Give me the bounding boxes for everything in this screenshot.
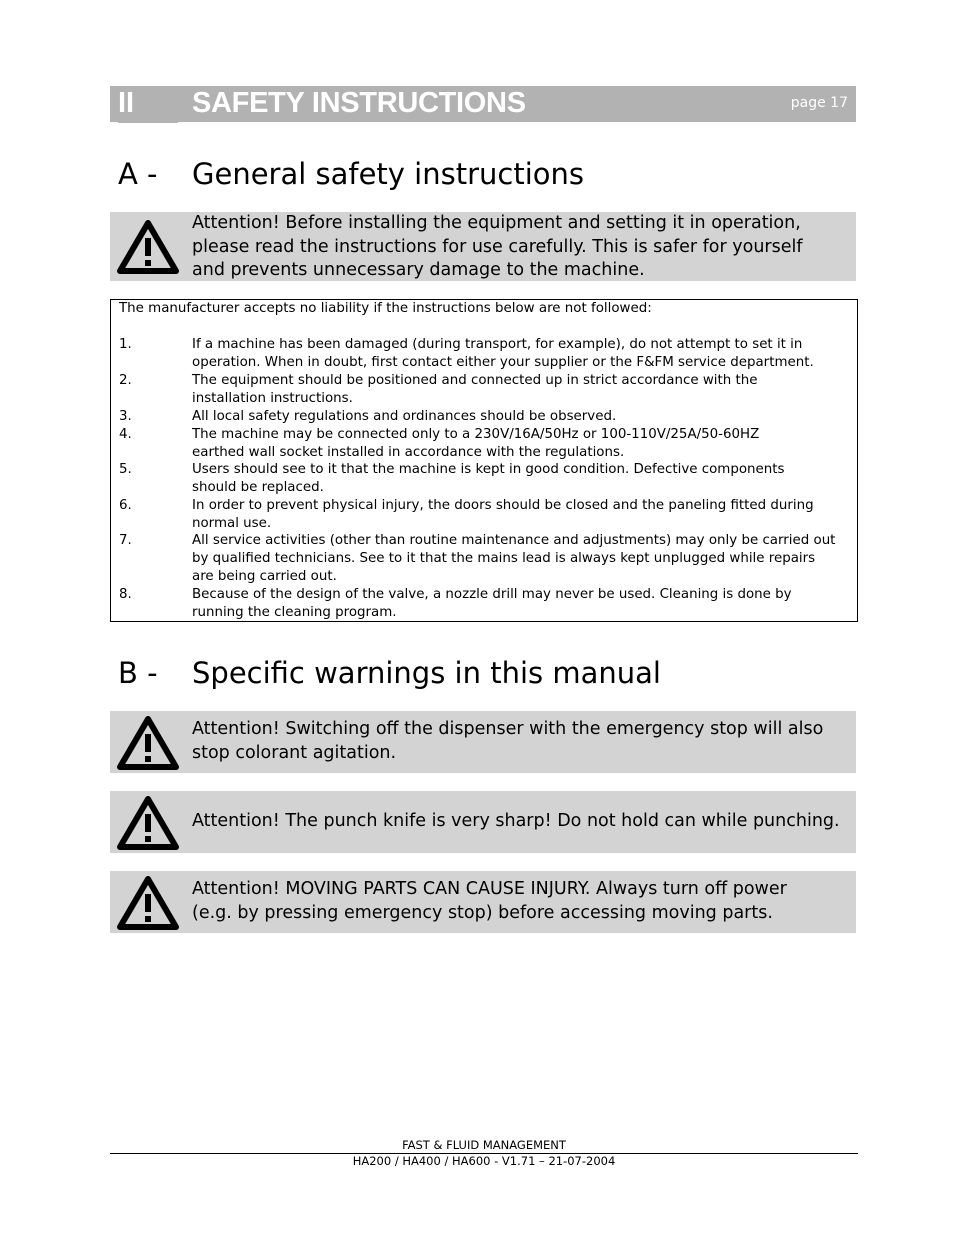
item-number: 6. [119, 498, 132, 513]
item-number: 1. [119, 337, 132, 352]
item-line: The equipment should be positioned and connected up in strict accordance with the [192, 373, 758, 388]
item-number: 5. [119, 462, 132, 477]
section-a-letter: A - [118, 157, 158, 191]
page-number: page 17 [790, 95, 848, 111]
item-number: 2. [119, 373, 132, 388]
item-line: In order to prevent physical injury, the doors should be closed and the paneling fitted during [192, 498, 814, 513]
attention-line: please read the instructions for use carefully. This is safer for yourself [192, 236, 803, 257]
chapter-underline-gap [178, 122, 750, 123]
item-line: by qualified technicians. See to it that the mains lead is always kept unplugged while repairs [192, 551, 816, 566]
warning-triangle-icon [117, 796, 179, 850]
chapter-header [110, 86, 856, 122]
section-b-letter: B - [118, 656, 158, 690]
item-line: The machine may be connected only to a 230V/16A/50Hz or 100-110V/25A/50-60HZ [192, 427, 760, 442]
item-line: operation. When in doubt, first contact either your supplier or the F&FM service department. [192, 355, 814, 370]
item-number: 4. [119, 427, 132, 442]
warning-triangle-icon [117, 876, 179, 930]
attention-line: Attention! Before installing the equipment and setting it in operation, [192, 213, 801, 233]
attention-line: (e.g. by pressing emergency stop) before accessing moving parts. [192, 902, 773, 923]
footer-model-version: HA200 / HA400 / HA600 - V1.71 – 21-07-2004 [352, 1154, 616, 1168]
item-line: installation instructions. [192, 391, 353, 406]
item-line: All service activities (other than routine maintenance and adjustments) may only be carried out [192, 533, 836, 548]
liability-notice [110, 299, 858, 622]
item-line: Users should see to it that the machine is kept in good condition. Defective components [192, 462, 785, 477]
attention-box-punch-knife [110, 791, 856, 853]
liability-intro: The manufacturer accepts no liability if the instructions below are not followed: [119, 301, 652, 316]
item-line: Because of the design of the valve, a nozzle drill may never be used. Cleaning is done by [192, 587, 792, 602]
attention-box-general [110, 212, 856, 281]
item-number: 7. [119, 533, 132, 548]
item-line: earthed wall socket installed in accordance with the regulations. [192, 445, 625, 460]
attention-line: and prevents unnecessary damage to the machine. [192, 260, 645, 280]
chapter-underline-left [118, 122, 178, 123]
attention-text-moving-parts [192, 878, 848, 925]
item-line: should be replaced. [192, 480, 324, 495]
chapter-title: SAFETY INSTRUCTIONS [192, 87, 526, 119]
attention-line: Attention! MOVING PARTS CAN CAUSE INJURY. Always turn off power [192, 879, 787, 899]
section-a-title: General safety instructions [192, 157, 585, 191]
chapter-number: II [118, 87, 135, 119]
item-line: All local safety regulations and ordinances should be observed. [192, 409, 617, 424]
attention-box-emergency-stop [110, 711, 856, 773]
item-line: running the cleaning program. [192, 605, 397, 620]
attention-line: Attention! Switching off the dispenser with the emergency stop will also [192, 719, 824, 739]
attention-line: stop colorant agitation. [192, 742, 397, 763]
attention-line: Attention! The punch knife is very sharp! Do not hold can while punching. [192, 811, 840, 831]
attention-box-moving-parts [110, 871, 856, 933]
section-b-title: Specific warnings in this manual [192, 656, 661, 690]
item-number: 3. [119, 409, 132, 424]
attention-text-emergency-stop [192, 718, 848, 765]
attention-text-general [192, 212, 848, 283]
item-line: If a machine has been damaged (during transport, for example), do not attempt to set it in [192, 337, 803, 352]
warning-triangle-icon [117, 220, 179, 274]
warning-triangle-icon [117, 716, 179, 770]
attention-text-punch-knife [192, 810, 848, 834]
footer-company: FAST & FLUID MANAGEMENT [402, 1138, 566, 1152]
item-line: are being carried out. [192, 569, 337, 584]
item-number: 8. [119, 587, 132, 602]
item-line: normal use. [192, 516, 272, 531]
